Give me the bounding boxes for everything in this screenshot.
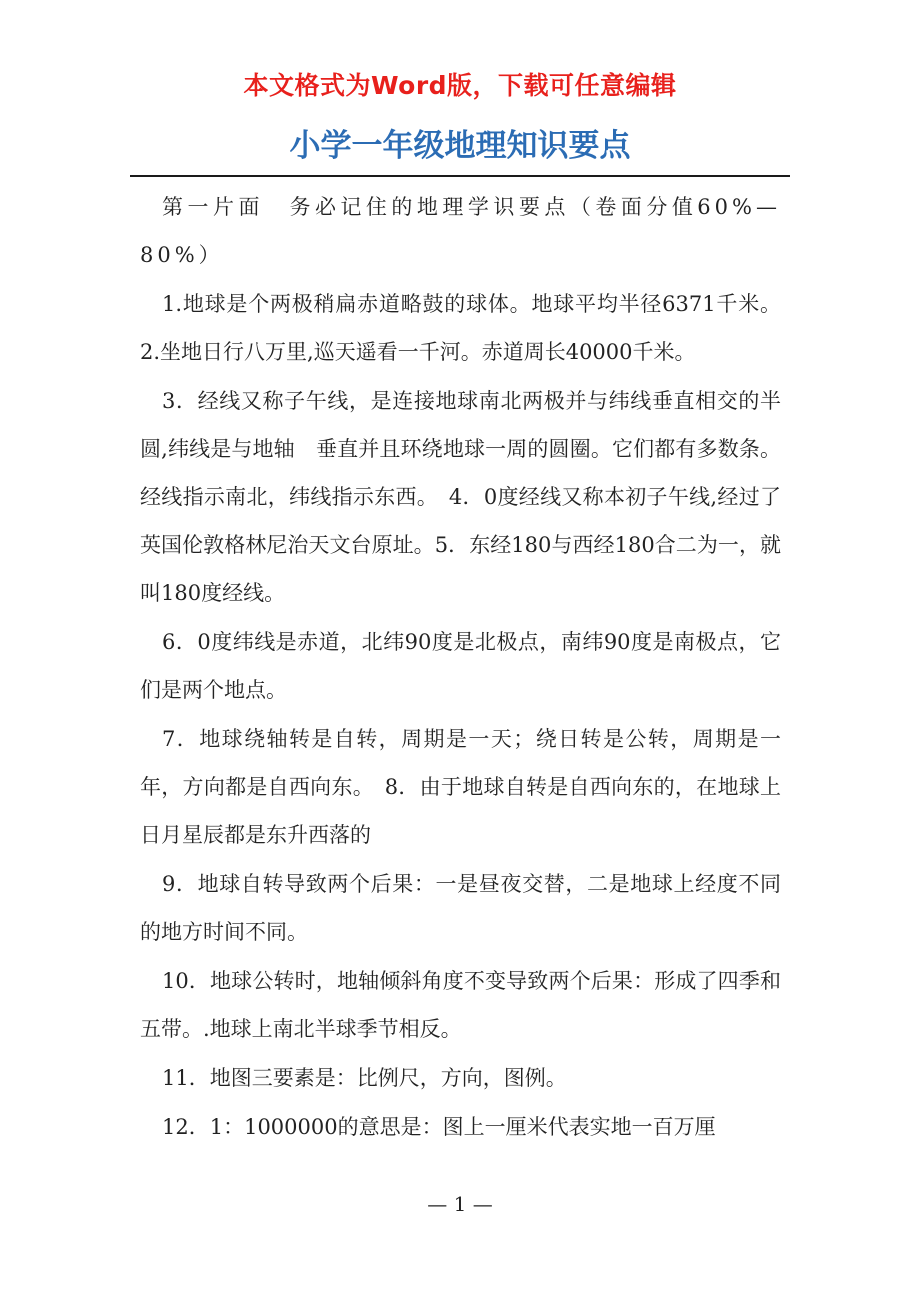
paragraph-item-3-5: 3．经线又称子午线，是连接地球南北两极并与纬线垂直相交的半圆,纬线是与地轴 垂直并且环绕地球一周的圆圈。它们都有多数条。经线指示南北，纬线指示东西。 4．0度经线又称本初子午线,经过了英国伦敦格林尼治天文台原址。5．东经180与西经180合二为一，就叫180度经线。 [140, 389, 781, 605]
paragraph-item-10: 10．地球公转时，地轴倾斜角度不变导致两个后果：形成了四季和五带。.地球上南北半球季节相反。 [140, 969, 781, 1041]
paragraph-item-9: 9．地球自转导致两个后果：一是昼夜交替，二是地球上经度不同的地方时间不同。 [140, 872, 781, 944]
page-title: 小学一年级地理知识要点 [289, 128, 631, 164]
page-number: — 1 — [427, 1192, 493, 1216]
paragraph-item-1-2: 1.地球是个两极稍扁赤道略鼓的球体。地球平均半径6371千米。 2.坐地日行八万里,巡天遥看一千河。赤道周长40000千米。 [140, 292, 781, 364]
paragraph-item-12: 12．1：1000000的意思是：图上一厘米代表实地一百万厘 [162, 1115, 716, 1139]
paragraph-item-6: 6．0度纬线是赤道，北纬90度是北极点，南纬90度是南极点，它们是两个地点。 [140, 630, 781, 702]
paragraph-item-11: 11．地图三要素是：比例尺，方向，图例。 [162, 1066, 567, 1090]
paragraph-item-7-8: 7．地球绕轴转是自转，周期是一天；绕日转是公转，周期是一年，方向都是自西向东。 8．由于地球自转是自西向东的，在地球上日月星辰都是东升西落的 [140, 727, 781, 847]
section-intro-paragraph: 第一片面 务必记住的地理学识要点（卷面分值60%—80%） [140, 195, 781, 267]
editable-word-banner: 本文格式为Word版，下载可任意编辑 [243, 71, 677, 100]
title-divider [130, 175, 790, 177]
document-body [140, 183, 781, 1152]
